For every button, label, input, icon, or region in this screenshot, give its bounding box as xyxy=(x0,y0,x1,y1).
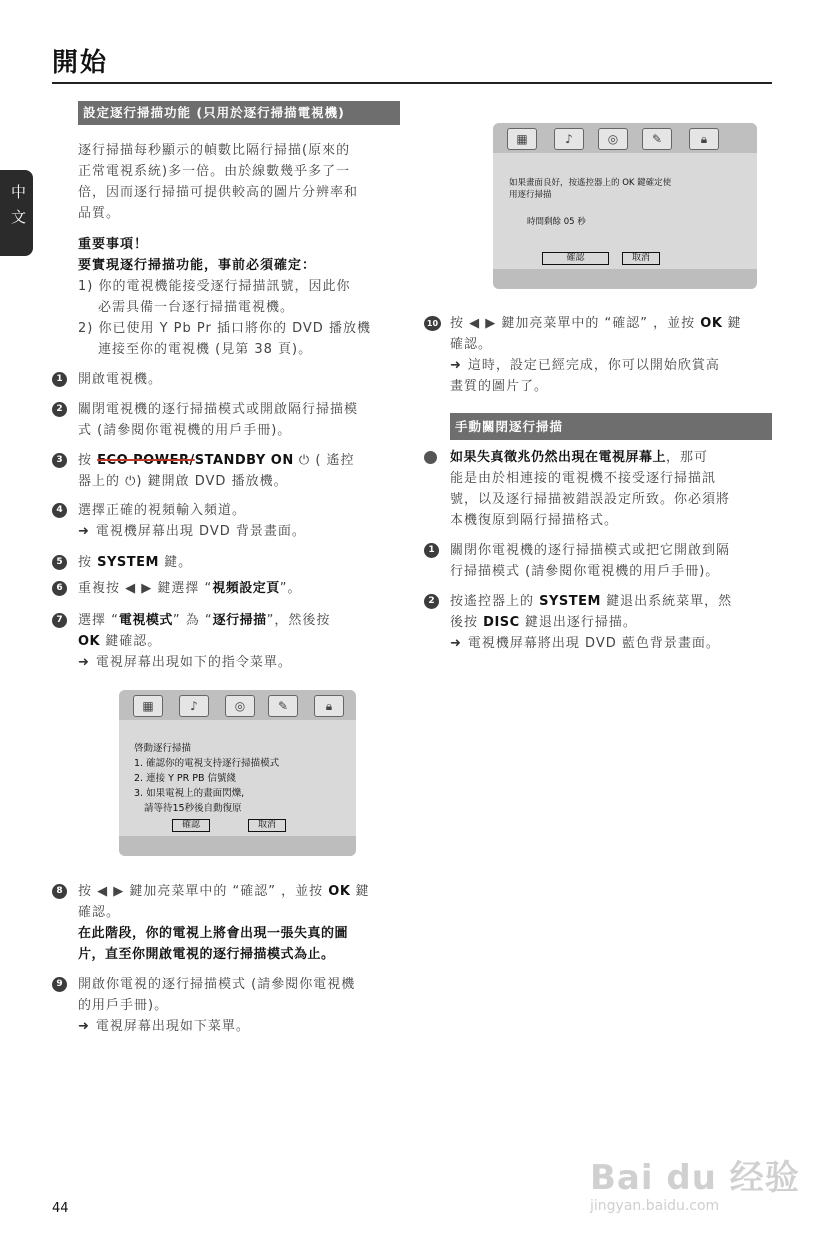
osd-cancel-button[interactable]: 取消 xyxy=(248,819,286,832)
requirement-2 xyxy=(78,318,408,360)
arrow-right-icon: ➜ xyxy=(450,358,462,373)
requirement-line: 1) 你的電視機能接受逐行掃描訊號，因此你 xyxy=(78,279,351,294)
step-text: 器上的 ⏻) 鍵開啟 DVD 播放機。 xyxy=(78,474,288,489)
setup-icon: ✎ xyxy=(268,695,298,717)
osd-footer-bar xyxy=(493,269,757,289)
step-number-badge: 1 xyxy=(424,543,439,558)
step-text: 選擇 “ xyxy=(78,613,119,628)
audio-icon: ♪ xyxy=(554,128,584,150)
step-text: 按 ◀ ▶ 鍵加亮菜單中的 “確認” ，並按 xyxy=(78,884,324,899)
step-text: 按 ◀ ▶ 鍵加亮菜單中的 “確認” ，並按 xyxy=(450,316,696,331)
osd-confirm-button[interactable]: 確認 xyxy=(542,252,609,265)
step-number-badge: 2 xyxy=(52,402,67,417)
step-result: 電視屏幕出現如下的指令菜單。 xyxy=(95,655,292,670)
system-key-label: SYSTEM xyxy=(539,594,601,609)
tv-osd-confirm-menu xyxy=(493,123,757,289)
step-number-badge: 7 xyxy=(52,613,67,628)
bullet-text: 號，以及逐行掃描被錯誤設定所致。你必須將 xyxy=(450,492,731,507)
step-warning: 在此階段，你的電視上將會出現一張失真的圖 xyxy=(78,926,349,941)
step-text: 按 xyxy=(78,453,93,468)
step-text: 按 xyxy=(78,555,93,570)
step-text: 鍵 xyxy=(727,316,742,331)
bullet-icon xyxy=(424,451,437,464)
step-text: ”。 xyxy=(279,581,302,596)
step-text: 鍵退出逐行掃描。 xyxy=(524,615,637,630)
system-key-label: SYSTEM xyxy=(97,555,159,570)
step-text: 鍵 xyxy=(355,884,370,899)
step-result: 電視機屏幕將出現 DVD 藍色背景畫面。 xyxy=(467,636,720,651)
step-number-badge: 10 xyxy=(424,316,441,331)
step-9 xyxy=(56,974,400,1037)
step-text: 的用戶手冊)。 xyxy=(78,998,169,1013)
important-title: 重要事項！ xyxy=(78,237,149,252)
step-number-badge: 9 xyxy=(52,977,67,992)
step-text: 式 (請參閱你電視機的用戶手冊)。 xyxy=(78,423,292,438)
step-text: ” 為 “ xyxy=(172,613,213,628)
bullet-text: ，那可 xyxy=(666,450,709,465)
step-text: 開啟你電視的逐行掃描模式 (請參閱你電視機 xyxy=(78,977,356,992)
page-title: 開始 xyxy=(52,48,109,78)
step-result: 電視屏幕出現如下菜單。 xyxy=(95,1019,250,1034)
step-text: ”，然後按 xyxy=(266,613,331,628)
step-number-badge: 6 xyxy=(52,581,67,596)
osd-text-line: 2. 連接 Y PR PB 信號綫 xyxy=(134,773,237,784)
step-result: 電視機屏幕出現 DVD 背景畫面。 xyxy=(95,524,306,539)
arrow-right-icon: ➜ xyxy=(450,636,462,651)
page-number: 44 xyxy=(52,1201,69,1216)
step-text: 開啟電視機。 xyxy=(78,372,163,387)
osd-footer-bar xyxy=(119,836,356,856)
intro-line: 品質。 xyxy=(78,206,121,221)
tv-mode-label: 電視模式 xyxy=(118,613,173,628)
arrow-right-icon: ➜ xyxy=(78,1019,90,1034)
important-subtitle: 要實現逐行掃描功能，事前必須確定： xyxy=(78,258,317,273)
video-setup-page-label: 視頻設定頁 xyxy=(212,581,280,596)
step-result: 這時，設定已經完成，你可以開始欣賞高 xyxy=(467,358,720,373)
disc-key-label: DISC xyxy=(483,615,520,630)
step-4 xyxy=(56,500,400,542)
step-number-badge: 3 xyxy=(52,453,67,468)
manual-off-bullet xyxy=(450,447,772,531)
step-text: 重複按 ◀ ▶ 鍵選擇 “ xyxy=(78,581,213,596)
requirement-line: 必需具備一台逐行掃描電視機。 xyxy=(98,300,295,315)
intro-paragraph xyxy=(78,140,400,224)
standby-on-key-label: STANDBY ON xyxy=(194,453,294,468)
requirement-line: 2) 你已使用 Y Pb Pr 插口將你的 DVD 播放機 xyxy=(78,321,371,336)
osd-text-line: 3. 如果電視上的畫面閃爍, xyxy=(134,788,245,799)
picture-icon: ▦ xyxy=(133,695,163,717)
osd-text-line: 如果畫面良好，按遙控器上的 OK 鍵確定使 xyxy=(509,178,672,188)
audio-icon: ♪ xyxy=(179,695,209,717)
osd-text-line: 請等待15秒後自動復原 xyxy=(144,803,242,814)
manual-step-1 xyxy=(428,540,772,582)
step-text: 行掃描模式 (請參閱你電視機的用戶手冊)。 xyxy=(450,564,720,579)
requirement-1 xyxy=(78,276,408,318)
ok-key-label: OK xyxy=(78,634,101,649)
intro-line: 正常電視系統)多一倍。由於線數幾乎多了一 xyxy=(78,164,351,179)
setup-icon: ✎ xyxy=(642,128,672,150)
manual-step-2 xyxy=(428,591,772,654)
step-text: 確認。 xyxy=(78,905,121,920)
tv-osd-progressive-menu xyxy=(119,690,356,856)
arrow-right-icon: ➜ xyxy=(78,524,90,539)
step-text: 鍵退出系統菜單，然 xyxy=(606,594,733,609)
baidu-watermark-logo: Bai du 经验 xyxy=(590,1158,800,1198)
step-number-badge: 1 xyxy=(52,372,67,387)
osd-confirm-button[interactable]: 確認 xyxy=(172,819,210,832)
step-text: 關閉你電視機的逐行掃描模式或把它開啟到隔 xyxy=(450,543,731,558)
osd-text-line: 用逐行掃描 xyxy=(509,190,552,200)
progressive-label: 逐行掃描 xyxy=(212,613,267,628)
bullet-text: 能是由於相連接的電視機不接受逐行掃描訊 xyxy=(450,471,717,486)
requirement-line: 連接至你的電視機 (見第 38 頁)。 xyxy=(98,342,313,357)
step-3 xyxy=(56,450,408,492)
step-number-badge: 4 xyxy=(52,503,67,518)
baidu-watermark-url: jingyan.baidu.com xyxy=(590,1198,720,1214)
power-icon: ⏻ xyxy=(298,453,311,468)
step-7 xyxy=(56,610,400,673)
lock-icon: 🔒︎ xyxy=(314,695,344,717)
bullet-text: 本機復原到隔行掃描格式。 xyxy=(450,513,619,528)
step-6 xyxy=(56,578,302,599)
step-number-badge: 2 xyxy=(424,594,439,609)
eco-power-key-label: ECO POWER/ xyxy=(97,453,195,468)
arrow-right-icon: ➜ xyxy=(78,655,90,670)
intro-line: 倍，因而逐行掃描可提供較高的圖片分辨率和 xyxy=(78,185,359,200)
step-5 xyxy=(56,552,193,573)
section-header-progressive-setup: 設定逐行掃描功能 (只用於逐行掃描電視機) xyxy=(78,101,400,125)
side-tab-label: 中文 xyxy=(9,184,27,234)
intro-line: 逐行掃描每秒顯示的幀數比隔行掃描(原來的 xyxy=(78,143,351,158)
step-text: 按遙控器上的 xyxy=(450,594,535,609)
osd-text-line: 啓動逐行掃描 xyxy=(134,743,192,754)
step-text: 選擇正確的視頻輸入頻道。 xyxy=(78,503,247,518)
step-warning: 片，直至你開啟電視的逐行掃描模式為止。 xyxy=(78,947,335,962)
step-8 xyxy=(56,881,400,965)
step-text: 確認。 xyxy=(450,337,493,352)
section-header-manual-off: 手動關閉逐行掃描 xyxy=(450,413,772,440)
disc-icon: ◎ xyxy=(598,128,628,150)
step-text: 後按 xyxy=(450,615,479,630)
ok-key-label: OK xyxy=(328,884,351,899)
osd-cancel-button[interactable]: 取消 xyxy=(622,252,660,265)
language-side-tab xyxy=(0,170,33,256)
step-number-badge: 5 xyxy=(52,555,67,570)
step-result: 畫質的圖片了。 xyxy=(450,379,549,394)
step-text: 鍵。 xyxy=(164,555,193,570)
title-divider xyxy=(52,82,772,84)
step-text: ( 遙控 xyxy=(315,453,355,468)
step-2 xyxy=(56,399,400,441)
lock-icon: 🔒︎ xyxy=(689,128,719,150)
step-10 xyxy=(426,313,772,397)
osd-countdown-timer: 時間剩餘 05 秒 xyxy=(527,217,586,227)
step-text: 關閉電視機的逐行掃描模式或開啟隔行掃描模 xyxy=(78,402,359,417)
step-1 xyxy=(56,369,163,390)
step-text: 鍵確認。 xyxy=(105,634,162,649)
step-number-badge: 8 xyxy=(52,884,67,899)
picture-icon: ▦ xyxy=(507,128,537,150)
ok-key-label: OK xyxy=(700,316,723,331)
disc-icon: ◎ xyxy=(225,695,255,717)
bullet-bold-text: 如果失真徵兆仍然出現在電視屏幕上 xyxy=(450,450,667,465)
osd-text-line: 1. 確認你的電視支持逐行掃描模式 xyxy=(134,758,280,769)
